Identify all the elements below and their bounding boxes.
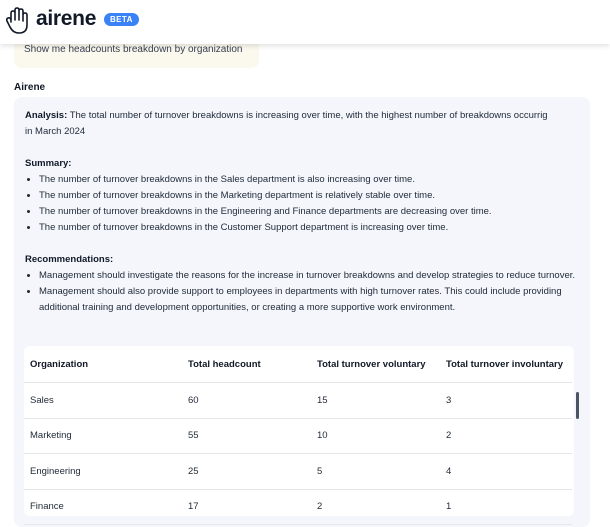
summary-item: • The number of turnover breakdowns in the Customer Support department is increasing over time. (39, 220, 585, 236)
beta-badge: BETA (104, 13, 139, 26)
brand-name[interactable]: airene (36, 7, 97, 30)
analysis-label: Analysis: (25, 110, 68, 121)
table-cell: 3 (440, 383, 572, 419)
table-cell: 55 (182, 418, 311, 454)
table-cell: Finance (24, 489, 182, 525)
table-cell: Sales (24, 383, 182, 419)
response-author: Airene (14, 82, 46, 93)
summary-item: • The number of turnover breakdowns in the Sales department is also increasing over time. (39, 172, 585, 188)
table-row (24, 418, 572, 454)
column-header-turnover-voluntary: Total turnover voluntary (311, 346, 440, 383)
summary-list (25, 172, 585, 236)
recommendations-list (25, 268, 585, 316)
table-cell: 4 (440, 454, 572, 490)
hand-logo-icon (6, 7, 30, 35)
top-bar (0, 0, 610, 44)
recommendations-label: Recommendations: (25, 254, 114, 265)
column-header-organization: Organization (24, 346, 182, 383)
table-row (24, 489, 572, 525)
table-row (24, 454, 572, 490)
analysis-text: The total number of turnover breakdowns is increasing over time, with the highest number of breakdowns occurrig (69, 110, 548, 121)
table-cell: Marketing (24, 418, 182, 454)
column-header-turnover-involuntary: Total turnover involuntary (440, 346, 572, 383)
analysis-paragraph (25, 108, 585, 124)
table-row (24, 383, 572, 419)
column-header-total-headcount: Total headcount (182, 346, 311, 383)
table-cell: 1 (440, 489, 572, 525)
table-cell: 2 (311, 489, 440, 525)
table-cell: 60 (182, 383, 311, 419)
table-cell: 2 (440, 418, 572, 454)
analysis-text-continued: in March 2024 (25, 126, 86, 137)
headcount-table (24, 346, 574, 516)
summary-label: Summary: (25, 158, 72, 169)
table-cell: 15 (311, 383, 440, 419)
table-cell: 5 (311, 454, 440, 490)
user-message-text: Show me headcounts breakdown by organization (24, 44, 243, 55)
summary-item: • The number of turnover breakdowns in the Marketing department is relatively stable over time. (39, 188, 585, 204)
response-content (25, 108, 585, 316)
table-cell: Engineering (24, 454, 182, 490)
recommendation-item: • Management should also provide support to employees in departments with high turnover rates. This could include providing additional training and development opportunities, or creating a more supportive work environment. (39, 284, 585, 316)
table-scrollbar-thumb[interactable] (576, 392, 579, 419)
table-cell: 10 (311, 418, 440, 454)
table-cell: 17 (182, 489, 311, 525)
summary-item: • The number of turnover breakdowns in the Engineering and Finance departments are decreasing over time. (39, 204, 585, 220)
recommendation-item: • Management should investigate the reasons for the increase in turnover breakdowns and develop strategies to reduce turnover. (39, 268, 585, 284)
table-cell: 25 (182, 454, 311, 490)
table-header-row (24, 346, 572, 383)
